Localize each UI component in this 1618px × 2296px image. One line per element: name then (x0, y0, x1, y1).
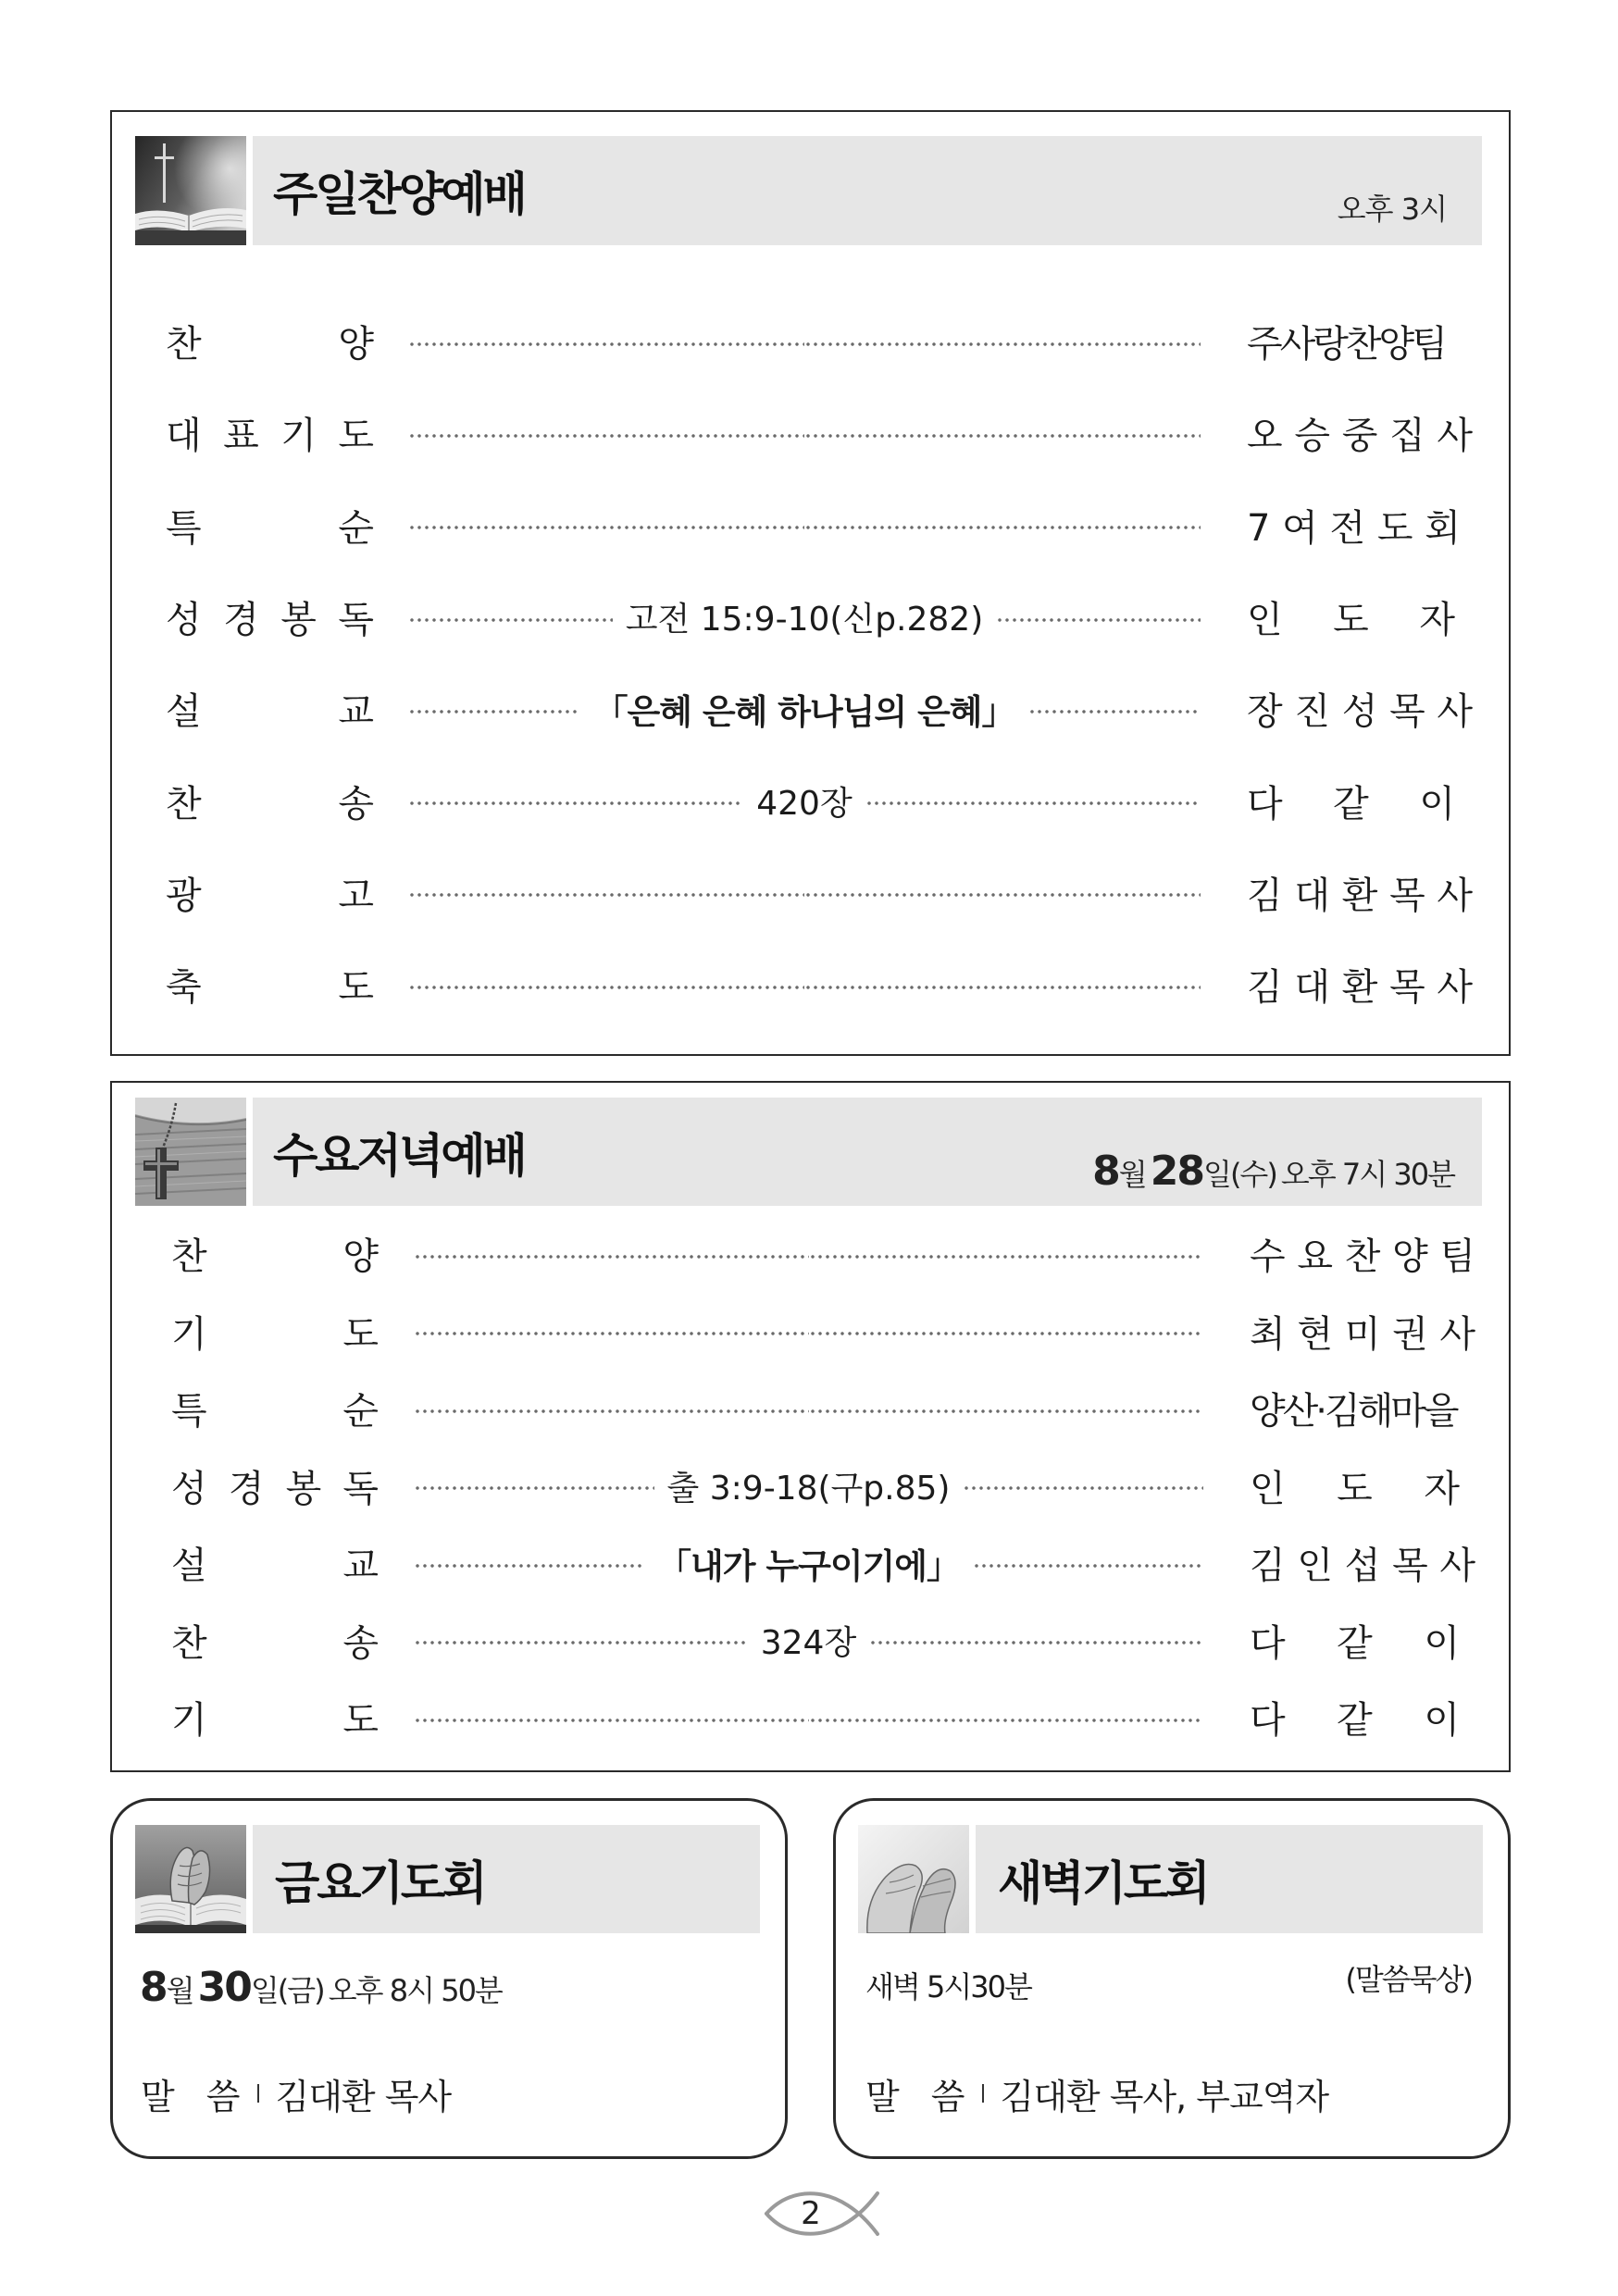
dot-leader (963, 1484, 1203, 1492)
dot-leader (408, 341, 804, 348)
program-label: 대 표 기 도 (166, 415, 374, 458)
friday-prayer-meeting-section (110, 1798, 788, 2159)
program-detail (408, 427, 1201, 440)
program-detail (408, 593, 1201, 640)
program-label: 설 교 (171, 1545, 379, 1588)
dot-leader (408, 708, 580, 715)
dot-leader (996, 616, 1201, 624)
program-row (171, 1524, 1509, 1602)
program-row (166, 754, 1509, 846)
program-person: 주사랑찬양팀 (1247, 323, 1445, 366)
day-unit: 일(금) (250, 1973, 324, 2008)
program-person: 김 대 환 목 사 (1247, 874, 1474, 917)
praying-hands-photo (858, 1825, 969, 1933)
dot-leader (804, 984, 1201, 991)
program-row (166, 663, 1509, 754)
section-title: 새벽기도회 (998, 1855, 1208, 1910)
section-header (253, 136, 1482, 245)
dot-leader (809, 1253, 1204, 1260)
service-note: (말씀묵상) (1345, 1962, 1472, 1997)
sermon-speaker: 김대환 목사, 부교역자 (1000, 2076, 1329, 2117)
dot-leader (804, 524, 1201, 531)
program-person: 다 같 이 (1247, 782, 1455, 825)
program-label: 찬 송 (171, 1621, 379, 1665)
dot-leader (804, 432, 1201, 440)
program-row (171, 1602, 1509, 1680)
hymn-number: 324장 (760, 1623, 857, 1662)
dot-leader (809, 1408, 1204, 1415)
program-row (166, 479, 1509, 571)
program-person: 김 인 섭 목 사 (1250, 1545, 1476, 1588)
section-title: 수요저녁예배 (273, 1128, 525, 1183)
program-person: 다 같 이 (1250, 1699, 1460, 1743)
section-header (253, 1825, 760, 1933)
program-label: 기 도 (171, 1699, 379, 1743)
program-label: 특 순 (166, 506, 374, 550)
program-row (166, 295, 1509, 387)
program-label: 축 도 (166, 966, 374, 1010)
hymn-number: 420장 (756, 784, 853, 823)
program-label: 찬 양 (171, 1235, 379, 1279)
program-detail (408, 978, 1201, 991)
divider (982, 2084, 984, 2103)
program-detail (408, 777, 1201, 825)
program-person: 최 현 미 권 사 (1250, 1312, 1476, 1356)
program-row (171, 1447, 1509, 1525)
dot-leader (1028, 708, 1201, 715)
service-time: 오후 3시 (1337, 192, 1447, 227)
dot-leader (414, 1562, 644, 1570)
cross-and-bible-photo (135, 136, 246, 245)
order-of-service (112, 295, 1509, 1030)
program-detail (408, 335, 1201, 348)
wednesday-evening-worship-section (110, 1081, 1511, 1772)
day-number: 28 (1150, 1148, 1204, 1195)
program-detail (414, 1247, 1203, 1260)
sermon-title: 「은혜 은혜 하나님의 은혜」 (593, 691, 1015, 732)
dot-leader (408, 984, 804, 991)
program-label: 광 고 (166, 874, 374, 917)
program-label: 기 도 (171, 1312, 379, 1356)
service-datetime (140, 1962, 502, 2022)
sermon-label: 말 씀 (141, 2076, 241, 2117)
service-time: 오후 7시 30분 (1280, 1157, 1454, 1192)
dot-leader (809, 1330, 1204, 1337)
program-person: 인 도 자 (1250, 1467, 1460, 1510)
dot-leader (414, 1330, 809, 1337)
dot-leader (809, 1717, 1204, 1724)
dot-leader (414, 1408, 809, 1415)
program-detail (414, 1462, 1203, 1509)
page-number: 2 (801, 2195, 821, 2232)
program-detail (408, 684, 1201, 734)
month-number: 8 (140, 1964, 167, 2011)
divider (257, 2084, 259, 2103)
sermon-title: 「내가 누구이기에」 (656, 1545, 961, 1586)
program-label: 찬 송 (166, 782, 374, 825)
dot-leader (869, 1639, 1203, 1646)
month-unit: 월 (166, 1973, 193, 2008)
month-number: 8 (1092, 1148, 1119, 1195)
dot-leader (414, 1253, 809, 1260)
month-unit: 월 (1118, 1157, 1146, 1192)
dot-leader (414, 1639, 748, 1646)
section-title: 주일찬양예배 (273, 168, 525, 221)
program-label: 설 교 (166, 690, 374, 734)
section-header (976, 1825, 1483, 1933)
scripture-reference: 출 3:9-18(구p.85) (666, 1469, 951, 1508)
sermon-speaker: 김대환 목사 (275, 2076, 452, 2117)
program-row (171, 1679, 1509, 1756)
program-row (166, 571, 1509, 663)
service-datetime (1092, 1148, 1454, 1195)
dot-leader (804, 891, 1201, 899)
program-person: 양산·김해마을 (1250, 1390, 1457, 1433)
dot-leader (408, 432, 804, 440)
dot-leader (973, 1562, 1203, 1570)
program-person: 7 여 전 도 회 (1247, 506, 1461, 550)
service-time: 오후 8시 50분 (328, 1973, 502, 2008)
program-person: 장 진 성 목 사 (1247, 690, 1474, 734)
program-detail (414, 1324, 1203, 1337)
program-row (171, 1370, 1509, 1447)
program-row (166, 847, 1509, 938)
program-detail (408, 886, 1201, 899)
program-label: 찬 양 (166, 323, 374, 366)
day-unit: 일(수) (1203, 1157, 1276, 1192)
praying-hands-bible-photo (135, 1825, 246, 1933)
dot-leader (865, 800, 1201, 807)
program-row (166, 938, 1509, 1030)
dot-leader (414, 1484, 654, 1492)
program-label: 성 경 봉 독 (171, 1467, 379, 1510)
program-row (171, 1215, 1509, 1293)
program-detail (408, 518, 1201, 531)
dot-leader (408, 616, 613, 624)
sunday-worship-section (110, 110, 1511, 1056)
program-detail (414, 1617, 1203, 1664)
program-person: 수 요 찬 양 팀 (1250, 1235, 1476, 1279)
dot-leader (804, 341, 1201, 348)
program-detail (414, 1711, 1203, 1724)
service-time: 새벽 5시30분 (865, 1969, 1031, 2004)
program-row (166, 387, 1509, 478)
program-label: 성 경 봉 독 (166, 599, 374, 642)
program-detail (414, 1538, 1203, 1588)
program-detail (414, 1402, 1203, 1415)
dot-leader (414, 1717, 809, 1724)
dot-leader (408, 800, 743, 807)
page-number-mark (761, 2182, 883, 2245)
sermon-line (141, 2070, 451, 2116)
cross-pendant-photo (135, 1098, 246, 1206)
program-person: 김 대 환 목 사 (1247, 966, 1474, 1010)
program-person: 다 같 이 (1250, 1621, 1460, 1665)
dawn-prayer-meeting-section (833, 1798, 1511, 2159)
program-person: 오 승 중 집 사 (1247, 415, 1474, 458)
sermon-line (865, 2070, 1328, 2116)
section-header (253, 1098, 1482, 1206)
sermon-label: 말 씀 (865, 2076, 965, 2117)
program-row (171, 1293, 1509, 1371)
program-label: 특 순 (171, 1390, 379, 1433)
dot-leader (408, 891, 804, 899)
program-person: 인 도 자 (1247, 599, 1455, 642)
day-number: 30 (197, 1964, 251, 2011)
order-of-service (112, 1215, 1509, 1756)
scripture-reference: 고전 15:9-10(신p.282) (625, 601, 984, 639)
dot-leader (408, 524, 804, 531)
section-title: 금요기도회 (275, 1855, 485, 1910)
